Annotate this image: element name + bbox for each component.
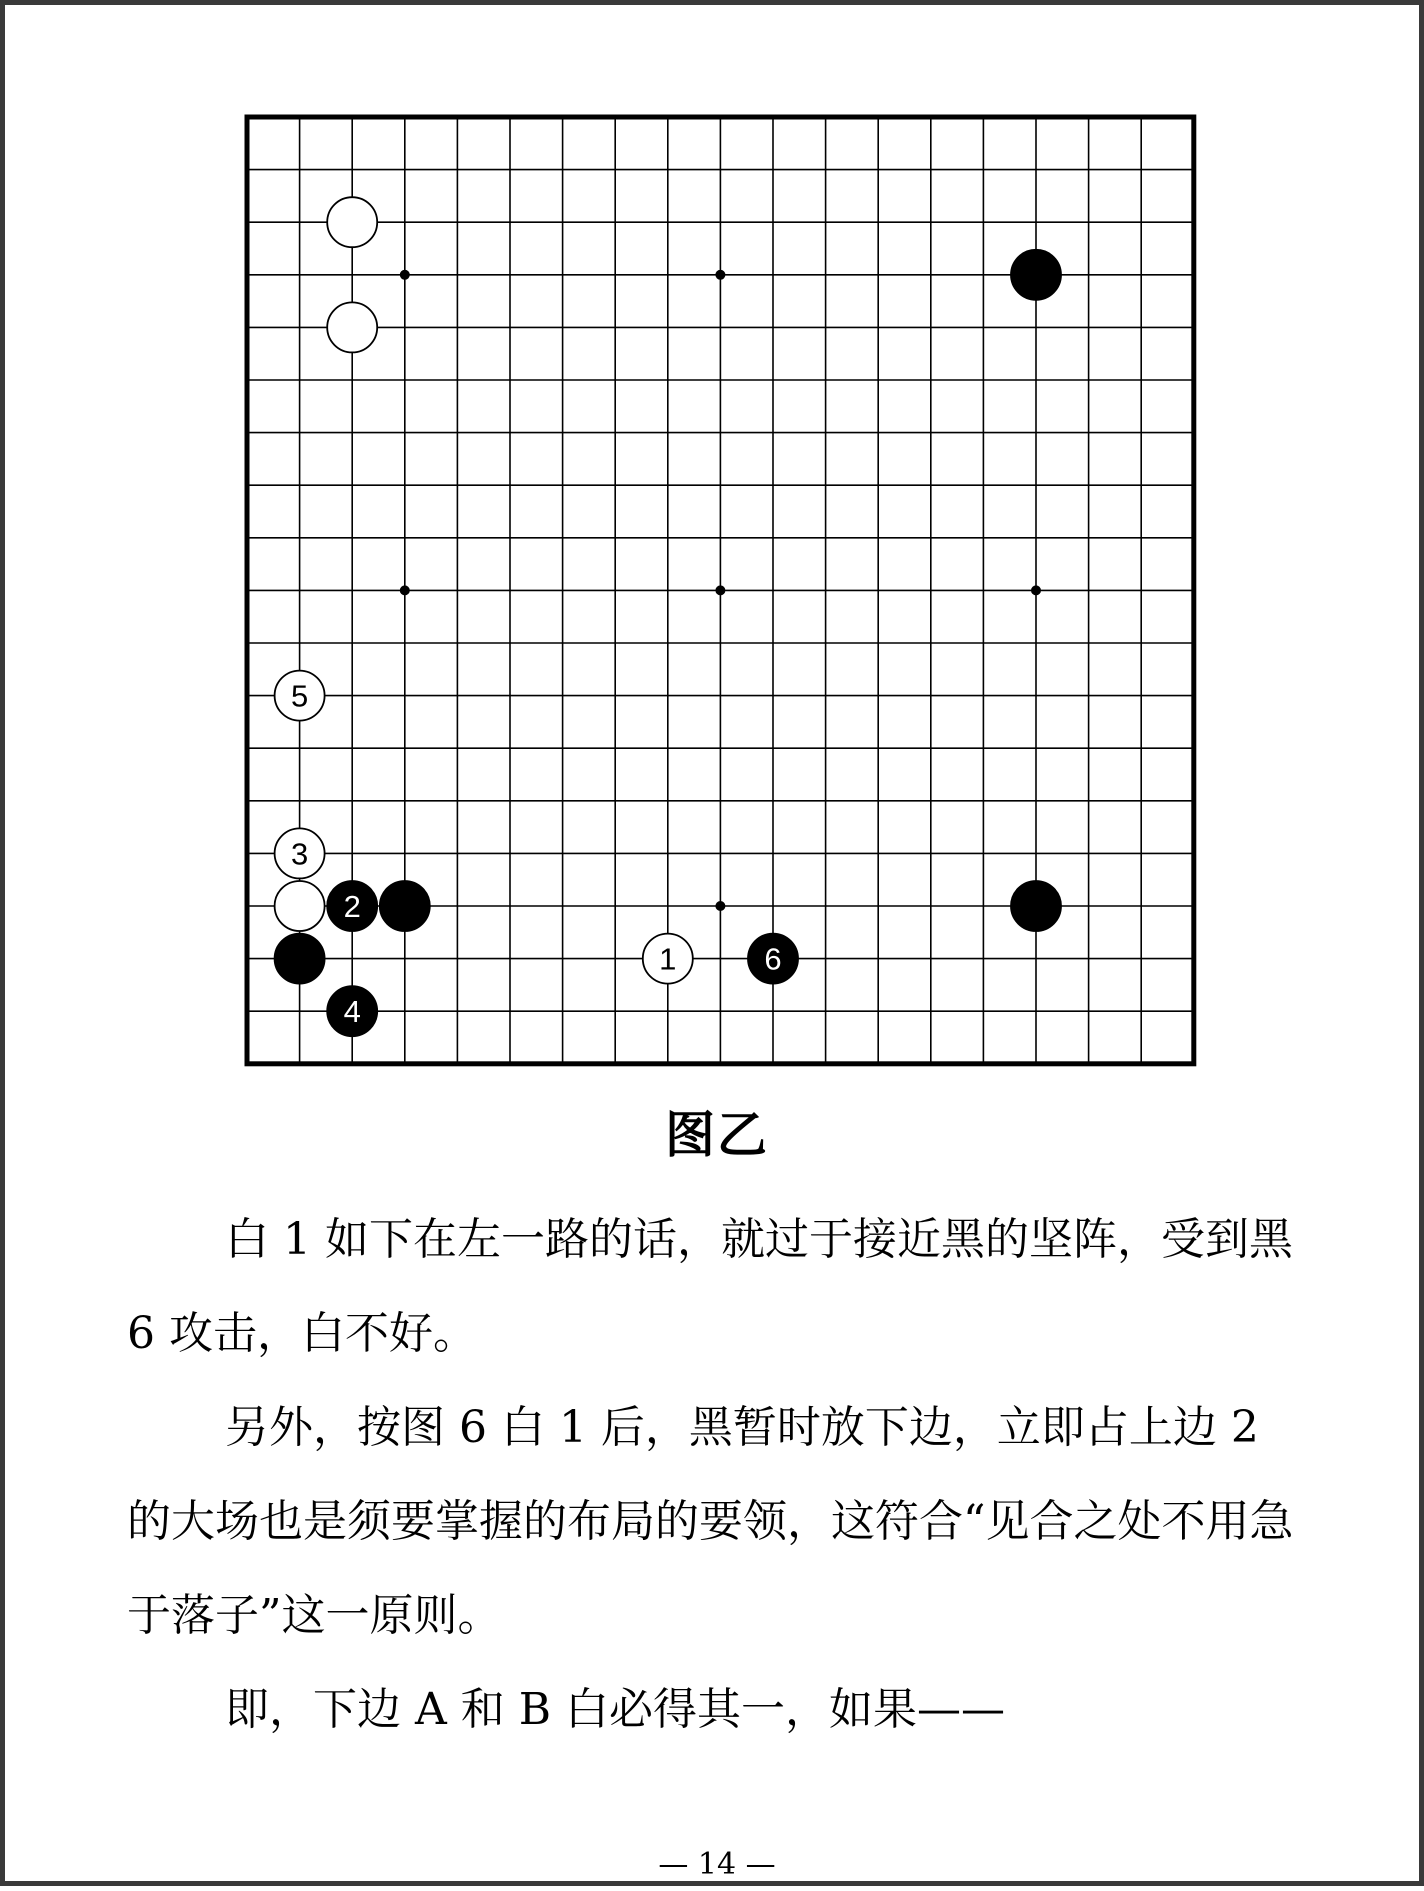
star-point bbox=[715, 585, 725, 595]
star-point bbox=[715, 270, 725, 280]
paragraph-2: 另外，按图 6 白 1 后，黑暂时放下边，立即占上边 2 的大场也是须要掌握的布局的要领，这符合“见合之处不用急于落子”这一原则。 bbox=[127, 1402, 1294, 1641]
black-stone bbox=[327, 881, 377, 931]
paragraph-3: 即，下边 A 和 B 白必得其一，如果—— bbox=[225, 1684, 1006, 1735]
stone-move-number: 1 bbox=[659, 941, 677, 977]
black-stone bbox=[1011, 250, 1061, 300]
paragraph-1: 白 1 如下在左一路的话，就过于接近黑的坚阵，受到黑 6 攻击，白不好。 bbox=[127, 1214, 1293, 1359]
black-stone bbox=[1011, 881, 1061, 931]
page-number: — 14 — bbox=[658, 1847, 776, 1882]
stone-move-number: 3 bbox=[290, 836, 309, 872]
star-point bbox=[400, 270, 410, 280]
black-stone bbox=[327, 986, 377, 1036]
stone-move-number: 5 bbox=[290, 678, 309, 714]
white-stone bbox=[643, 934, 693, 984]
body-text bbox=[127, 1193, 1312, 1757]
star-point bbox=[1031, 585, 1041, 595]
white-stone bbox=[327, 197, 377, 247]
stone-move-number: 2 bbox=[343, 889, 361, 924]
black-stone bbox=[380, 881, 430, 931]
black-stone bbox=[748, 934, 798, 984]
white-stone bbox=[275, 671, 325, 721]
stone-move-number: 4 bbox=[343, 994, 361, 1030]
stone-move-number: 6 bbox=[764, 941, 782, 977]
figure-caption: 图乙 bbox=[665, 1106, 769, 1164]
star-point bbox=[715, 901, 725, 911]
black-stone bbox=[275, 934, 325, 984]
white-stone bbox=[275, 881, 325, 931]
white-stone bbox=[327, 302, 377, 352]
white-stone bbox=[275, 828, 325, 878]
star-point bbox=[400, 585, 410, 595]
